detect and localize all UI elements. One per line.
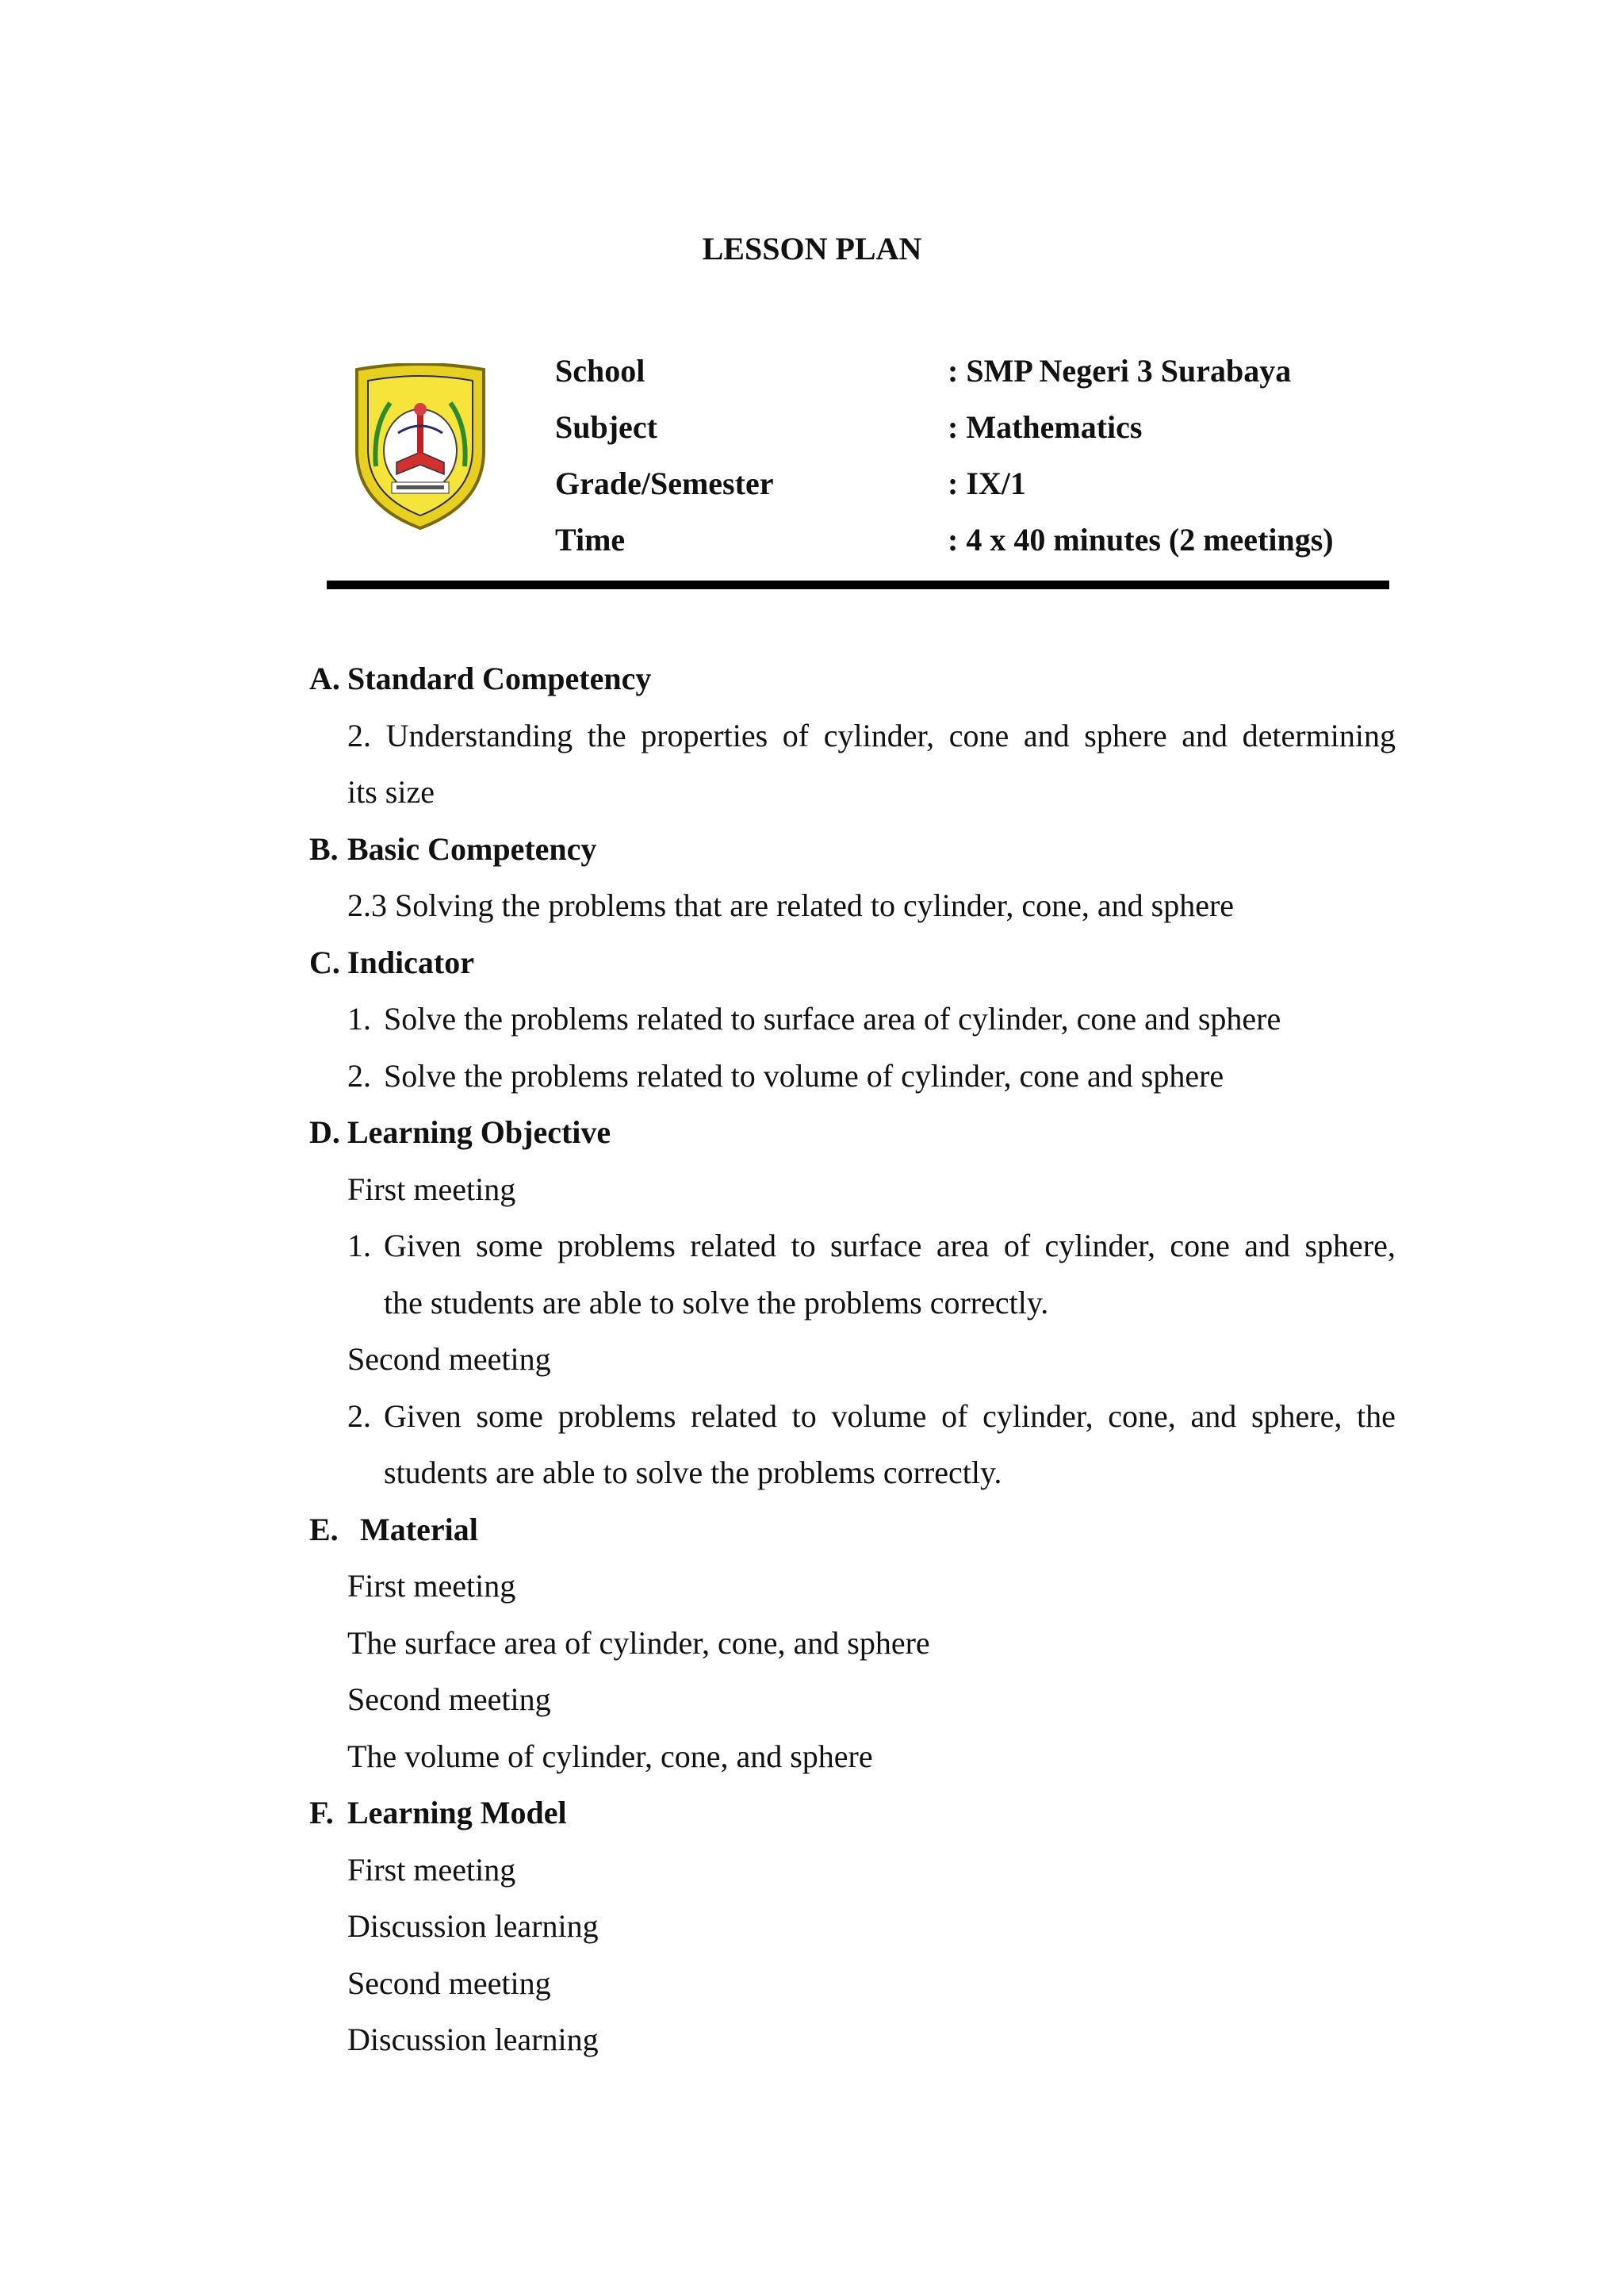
- info-label: Grade/Semester: [555, 466, 774, 501]
- objective-item-1-continued: the students are able to solve the problems correctly.: [384, 1284, 1049, 1320]
- item-text: [384, 1217, 1396, 1274]
- word: sphere,: [1304, 1228, 1396, 1263]
- section-letter: D.: [309, 1114, 340, 1150]
- word: cylinder,: [982, 1397, 1094, 1434]
- item-text: [384, 1388, 1396, 1445]
- info-label: School: [555, 353, 645, 389]
- section-letter: C.: [309, 944, 340, 980]
- word: and: [1023, 717, 1070, 753]
- document-body: [309, 650, 1396, 2068]
- word: Understanding: [385, 717, 573, 753]
- word: the: [1357, 1397, 1396, 1434]
- objective-item-1: [309, 1217, 1396, 1274]
- section-heading-material: [309, 1501, 1396, 1558]
- info-label: Time: [555, 522, 626, 558]
- info-value: : Mathematics: [948, 409, 1143, 445]
- word: surface: [829, 1228, 922, 1263]
- item-number: 2.: [347, 1057, 371, 1094]
- section-heading-learning-model: [309, 1784, 1396, 1842]
- school-logo: [349, 363, 492, 534]
- header-info-table: [555, 343, 1334, 568]
- section-letter: A.: [309, 661, 340, 696]
- word: cone: [1170, 1228, 1230, 1263]
- section-title: Indicator: [347, 944, 474, 980]
- word: sphere,: [1251, 1397, 1342, 1434]
- word: and: [1182, 717, 1228, 753]
- word: some: [476, 1228, 543, 1263]
- info-value: : IX/1: [948, 466, 1026, 501]
- word: cylinder,: [823, 717, 935, 753]
- learning-model-line: Discussion learning: [347, 2022, 599, 2057]
- word: sphere: [1084, 717, 1167, 753]
- info-value: : 4 x 40 minutes (2 meetings): [948, 522, 1334, 558]
- word: of: [1003, 1228, 1031, 1263]
- header-divider: [327, 581, 1389, 589]
- info-row-school: [555, 343, 1334, 399]
- material-line: The surface area of cylinder, cone, and sphere: [347, 1624, 930, 1661]
- material-line: The volume of cylinder, cone, and sphere: [347, 1738, 873, 1774]
- learning-model-line: First meeting: [347, 1851, 516, 1888]
- word: volume: [831, 1397, 927, 1434]
- section-heading-standard-competency: [309, 650, 1396, 707]
- section-title: Material: [360, 1511, 478, 1547]
- item-text: Solve the problems related to volume of cylinder, cone and sphere: [384, 1057, 1224, 1094]
- word: and: [1190, 1397, 1237, 1434]
- indicator-item-1: [309, 991, 1396, 1048]
- item-number: 2.: [347, 1397, 371, 1434]
- section-letter: B.: [309, 830, 339, 867]
- info-row-time: [555, 512, 1334, 568]
- section-heading-learning-objective: [309, 1104, 1396, 1161]
- basic-competency-line: 2.3 Solving the problems that are related to cylinder, cone, and sphere: [347, 887, 1235, 923]
- section-letter: E.: [309, 1511, 339, 1547]
- section-letter: F.: [309, 1795, 334, 1830]
- objective-item-2-continued: students are able to solve the problems correctly.: [384, 1455, 1002, 1490]
- word: 2.: [347, 717, 371, 753]
- info-label: Subject: [555, 409, 657, 445]
- word: cylinder,: [1044, 1228, 1155, 1263]
- learning-model-line: Discussion learning: [347, 1908, 599, 1944]
- document-title: LESSON PLAN: [702, 231, 922, 266]
- first-meeting-label: First meeting: [347, 1171, 516, 1207]
- word: of: [782, 717, 810, 753]
- word: related: [690, 1228, 777, 1263]
- section-title: Standard Competency: [347, 661, 652, 696]
- second-meeting-label: Second meeting: [347, 1341, 551, 1377]
- word: some: [476, 1397, 543, 1434]
- section-title: Basic Competency: [347, 830, 597, 867]
- material-line: Second meeting: [347, 1681, 551, 1717]
- word: and: [1244, 1228, 1291, 1263]
- item-text: Solve the problems related to surface area of cylinder, cone and sphere: [384, 1001, 1281, 1037]
- info-row-grade: [555, 455, 1334, 512]
- item-number: 1.: [347, 1001, 371, 1037]
- word: area: [936, 1228, 990, 1263]
- word: Given: [384, 1228, 462, 1263]
- word: related: [691, 1397, 777, 1434]
- word: cone: [948, 717, 1009, 753]
- learning-model-line: Second meeting: [347, 1964, 551, 2001]
- info-value: : SMP Negeri 3 Surabaya: [948, 353, 1292, 389]
- word: Given: [384, 1397, 462, 1434]
- word: cone,: [1108, 1397, 1176, 1434]
- standard-competency-line-2: its size: [347, 774, 435, 810]
- word: to: [791, 1228, 816, 1263]
- indicator-item-2: [309, 1048, 1396, 1105]
- word: problems: [557, 1228, 676, 1263]
- word: to: [791, 1397, 817, 1434]
- info-row-subject: [555, 399, 1334, 455]
- objective-item-2: [309, 1388, 1396, 1445]
- word: problems: [557, 1397, 676, 1434]
- item-number: 1.: [347, 1228, 371, 1263]
- material-line: First meeting: [347, 1568, 516, 1604]
- section-heading-indicator: [309, 934, 1396, 991]
- word: of: [941, 1397, 968, 1434]
- section-title: Learning Objective: [347, 1114, 611, 1150]
- word: properties: [641, 717, 768, 753]
- section-heading-basic-competency: [309, 821, 1396, 878]
- word: determining: [1242, 717, 1396, 753]
- standard-competency-line-1: [309, 707, 1396, 765]
- section-title: Learning Model: [347, 1795, 567, 1830]
- word: the: [587, 717, 626, 753]
